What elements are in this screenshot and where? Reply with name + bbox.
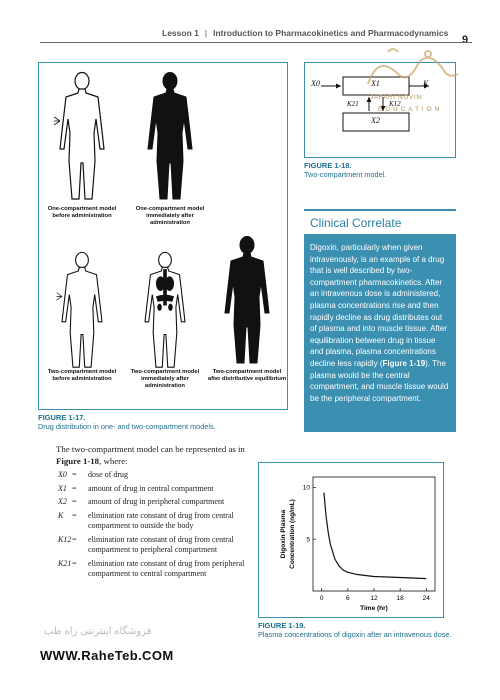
human-filled-icon (217, 235, 277, 369)
def-text: amount of drug in peripheral compartment (88, 497, 225, 506)
def-text: elimination rate constant of drug from peripheral compartment to central compartment (88, 558, 245, 578)
label-k21: K21 (347, 100, 359, 108)
definition-row (58, 535, 248, 556)
lesson-label: Lesson 1 (162, 28, 199, 38)
label-k: K (423, 79, 429, 88)
label-x0: X0 (311, 79, 320, 88)
digoxin-chart (259, 463, 443, 617)
def-symbol: X2 (58, 497, 67, 506)
figure-1-19 (258, 462, 444, 618)
page-number: 9 (462, 34, 469, 46)
clinical-correlate-box (304, 234, 456, 432)
label-x1: X1 (371, 79, 380, 88)
panel-one-compartment-after (131, 71, 209, 227)
header-separator: | (204, 28, 208, 38)
publisher-logo (348, 44, 468, 122)
panel-caption: Two-compartment model after distributive equilibrium (207, 369, 287, 382)
y-tick-label: 10 (302, 484, 310, 492)
human-outline-icon (52, 251, 112, 369)
panel-caption: Two-compartment model before administration (47, 369, 117, 382)
y-tick-label: 5 (306, 536, 310, 544)
panel-two-compartment-equilibrium (207, 235, 287, 383)
clinical-correlate-rule (304, 209, 456, 211)
clinical-correlate-title: Clinical Correlate (310, 216, 402, 230)
human-filled-icon (140, 71, 200, 206)
figure-1-18-label: FIGURE 1-18. (304, 161, 352, 170)
series-line (324, 493, 426, 579)
panel-two-compartment-before (43, 251, 121, 383)
def-text: elimination rate constant of drug from central compartment to outside the body (88, 510, 234, 530)
panel-caption: Two-compartment model immediately after administration (130, 369, 200, 389)
running-header (162, 28, 448, 38)
plot-frame (313, 477, 435, 591)
def-equals: = (72, 483, 77, 493)
label-x2: X2 (371, 116, 380, 125)
def-symbol: K12 (58, 534, 72, 544)
def-symbol: K21 (58, 558, 72, 568)
def-symbol: X1 (58, 483, 67, 493)
definition-list (58, 470, 248, 583)
y-axis-label: Digoxin Plasma (280, 509, 287, 559)
panel-caption: One-compartment model immediately after administration (135, 206, 205, 226)
definition-row (58, 559, 248, 580)
intro-text: The two-compartment model can be represented as in (56, 444, 245, 454)
def-equals: = (72, 510, 77, 520)
def-equals: = (72, 534, 77, 544)
definition-row (58, 484, 248, 495)
x-tick-label: 12 (370, 595, 378, 602)
panel-two-compartment-after (125, 251, 205, 390)
persian-watermark: فروشگاه اینترنتی راه طب (44, 626, 152, 637)
figure-1-19-caption: Plasma concentrations of digoxin after an intravenous dose. (258, 630, 452, 639)
y-axis-label: Concentration (ng/mL) (289, 499, 296, 569)
x-tick-label: 0 (319, 595, 324, 602)
figure-1-17-label: FIGURE 1-17. (38, 413, 86, 422)
panel-one-compartment-before (43, 71, 121, 220)
logo-line1: JAFARI NOVIN (370, 94, 422, 101)
clinical-correlate-text (310, 242, 450, 404)
definition-row (58, 511, 248, 532)
page-header (0, 0, 500, 45)
cc-text-part: Digoxin, particularly when given intravenously, is an example of a drug that is well described by two-compartment pharmacokinetics. After an intravenous dose is administered, plasma concentrations rise and then rapidly decline as drug distributes out of plasma and into muscle tissue. After equilibration between drug in tissue and plasma, plasma concentrations decline less rapidly ( (310, 243, 447, 368)
definition-row (58, 497, 248, 508)
def-symbol: X0 (58, 470, 67, 479)
figure-1-17-caption: Drug distribution in one- and two-compartment models. (38, 422, 216, 431)
intro-figure-ref: Figure 1-18 (56, 456, 100, 466)
calligraphy-logo-icon (348, 44, 468, 94)
def-equals: = (72, 558, 77, 568)
figure-1-18-caption: Two-compartment model. (304, 170, 387, 179)
human-organs-icon (135, 251, 195, 369)
x-tick-label: 6 (346, 595, 350, 602)
figure-1-19-label: FIGURE 1-19. (258, 621, 306, 630)
def-text: elimination rate constant of drug from central compartment to peripheral compartment (88, 534, 234, 554)
cc-text-part: ). The plasma would be the central compartment, and muscle tissue would be the peripheral compartment. (310, 358, 449, 403)
label-k12: K12 (389, 100, 401, 108)
def-equals: = (72, 497, 77, 506)
intro-text: , where: (99, 456, 128, 466)
x-tick-label: 18 (396, 595, 404, 602)
figure-1-17 (38, 62, 288, 410)
definition-row (58, 470, 248, 481)
x-axis-label: Time (hr) (360, 605, 388, 612)
human-outline-icon (52, 71, 112, 206)
def-text: amount of drug in central compartment (88, 483, 214, 493)
site-url-watermark: WWW.RaheTeb.COM (40, 648, 174, 663)
def-symbol: K (58, 510, 64, 520)
header-divider (40, 42, 472, 43)
logo-line2: E D U C A T I O N (378, 106, 440, 113)
panel-caption: One-compartment model before administration (47, 206, 117, 219)
cc-figure-ref: Figure 1-19 (382, 358, 426, 368)
def-equals: = (72, 470, 77, 479)
body-intro (56, 443, 246, 467)
def-text: dose of drug (88, 470, 128, 479)
x-tick-label: 24 (422, 595, 430, 602)
lesson-title: Introduction to Pharmacokinetics and Pharmacodynamics (213, 28, 449, 38)
